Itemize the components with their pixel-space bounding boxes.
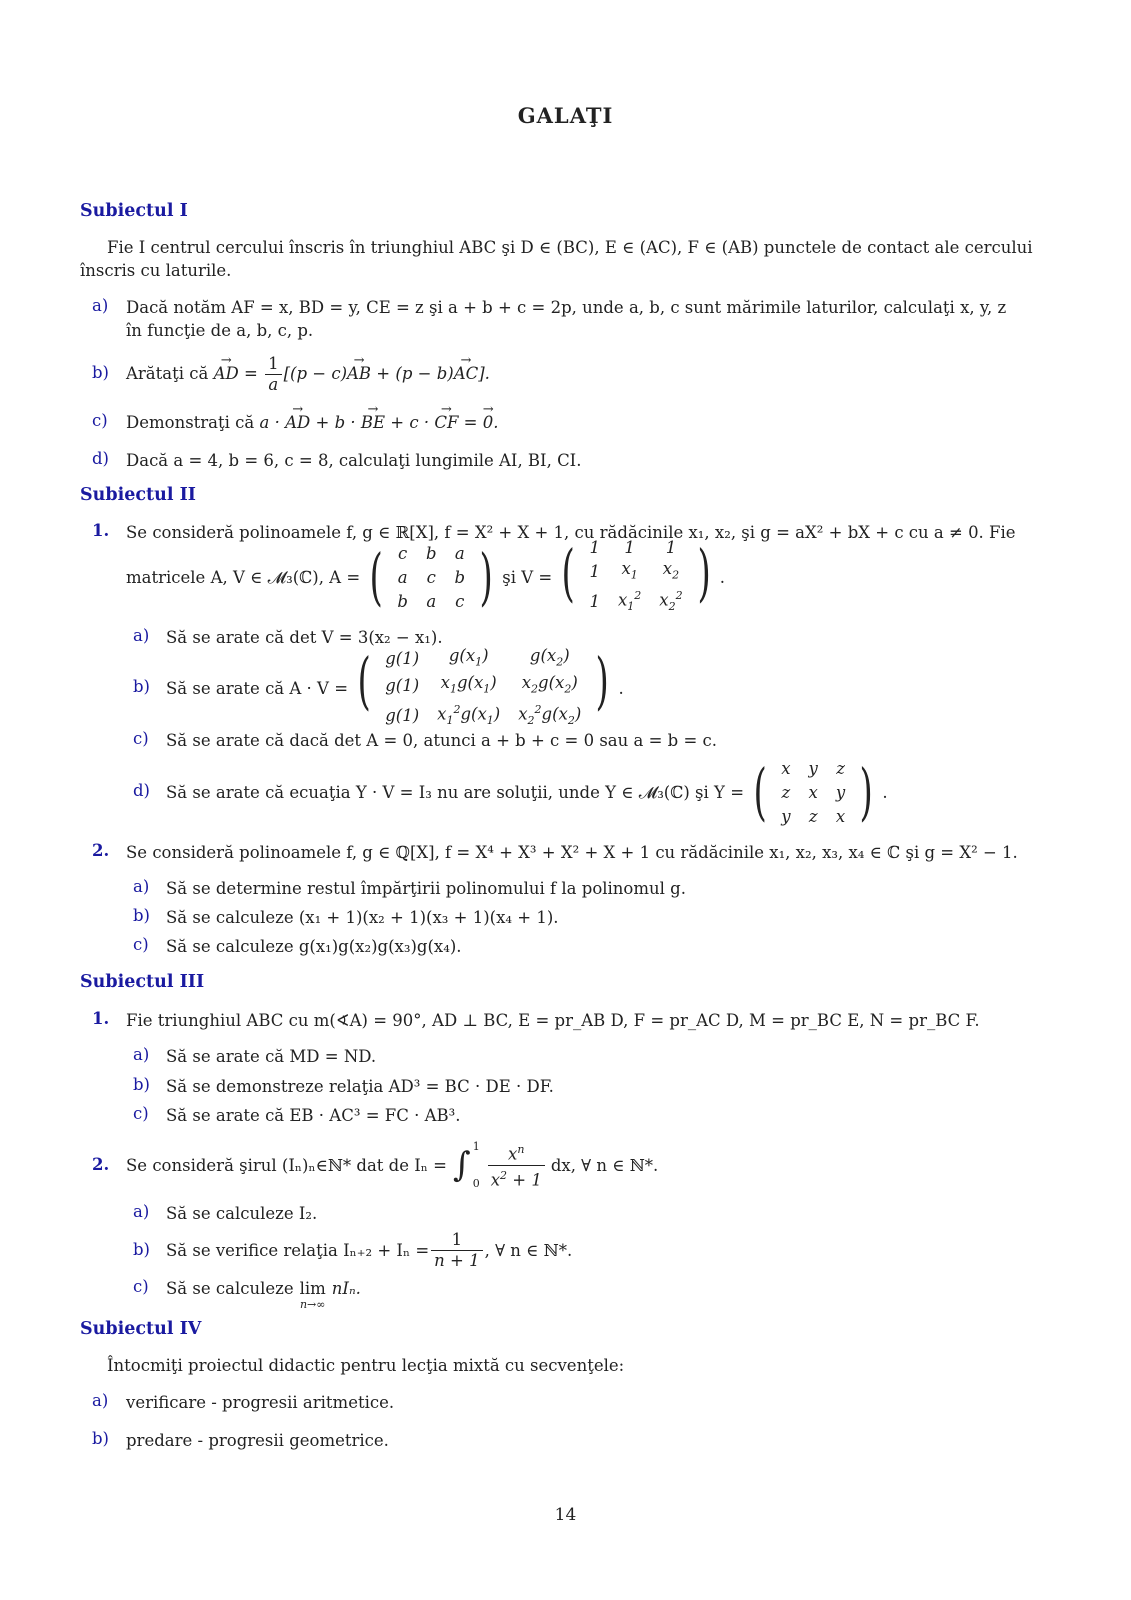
s2-b-text: Să se arate că A · V = <box>166 678 349 698</box>
fraction-1-over-a: $\frac{1}{a}$ <box>265 354 282 395</box>
s3-p2-text: Se consideră şirul (Iₙ)ₙ∈ℕ* dat de Iₙ = <box>126 1155 447 1175</box>
s3-a-label: a) <box>133 1045 150 1064</box>
matrix-Y: ( x y z z x y y z x ) <box>753 755 873 828</box>
section-heading-3: Subiectul III <box>80 972 205 992</box>
s1-c-lead: Demonstraţi că <box>126 413 255 432</box>
s2-b-label: b) <box>133 677 150 696</box>
s3-p2b-text: Să se verifice relaţia Iₙ₊₂ + Iₙ = <box>166 1240 430 1260</box>
s2-p2-text: Se consideră polinoamele f, g ∈ ℚ[X], f = X⁴ + X³ + X² + X + 1 cu rădăcinile x₁, x₂, x₃, x₄ ∈ ℂ şi g = X² − 1. <box>126 843 1018 862</box>
s2-matrices-lead: matricele A, V ∈ 𝓜₃(ℂ), A = <box>126 567 361 587</box>
page-title: GALAŢI <box>517 103 614 128</box>
s3-p2c-line <box>166 1277 361 1310</box>
s3-b-label: b) <box>133 1075 150 1094</box>
s1-b-text: Arătaţi că → AD = $\frac{1}{a}$ [(p − c)→ AB + (p − b)→ AC]. <box>126 351 490 397</box>
s1-d-text: Dacă a = 4, b = 6, c = 8, calculaţi lungimile AI, BI, CI. <box>126 451 582 470</box>
s1-a-label: a) <box>92 296 109 315</box>
s2-a-text: Să se arate că det V = 3(x₂ − x₁). <box>166 628 443 647</box>
s3-p2b-label: b) <box>133 1240 150 1259</box>
s3-p2-tail: dx, ∀ n ∈ ℕ*. <box>550 1155 659 1175</box>
s2-p2a-label: a) <box>133 877 150 896</box>
s3-a-text: Să se arate că MD = ND. <box>166 1047 377 1066</box>
fraction-xn-over-x2plus1: $\frac{x^n}{x^2 + 1}$ <box>488 1140 545 1190</box>
s3-b-text: Să se demonstreze relaţia AD³ = BC · DE · DF. <box>166 1077 554 1096</box>
s3-p2b-line <box>166 1224 572 1276</box>
s2-c-text: Să se arate că dacă det A = 0, atunci a + b + c = 0 sau a = b = c. <box>166 731 718 750</box>
s4-a-text: verificare - progresii aritmetice. <box>126 1393 395 1412</box>
s3-p2-number: 2. <box>92 1155 110 1174</box>
s3-p2c-text: Să se calculeze <box>166 1279 294 1298</box>
s2-a-label: a) <box>133 626 150 645</box>
fraction-1-over-nplus1: $\frac{1}{n + 1}$ <box>431 1230 482 1271</box>
s2-matrices-line: matricele A, V ∈ 𝓜₃(ℂ), A = ( c b a a c b b a c ) şi V = ( 1 1 1 1 $x_1$ $x_2$ 1 $x_1^2$ $x_2^2$ ) . <box>126 541 725 613</box>
integral-sign: ∫ <box>452 1144 471 1185</box>
matrix-A: ( c b a a c b b a c ) <box>369 540 493 613</box>
s2-and-V: şi V = <box>502 567 553 587</box>
matrix-V: ( 1 1 1 1 $x_1$ $x_2$ 1 $x_1^2$ $x_2^2$ ) <box>561 535 711 614</box>
integral-limits: 1 0 <box>472 1140 480 1190</box>
page-number: 14 <box>554 1505 577 1525</box>
s1-b-lead: Arătaţi că <box>126 364 209 383</box>
s4-b-text: predare - progresii geometrice. <box>126 1431 389 1450</box>
s3-p2c-label: c) <box>133 1277 149 1296</box>
s2-d-line: Să se arate că ecuaţia Y · V = I₃ nu are soluţii, unde Y ∈ 𝓜₃(ℂ) şi Y = ( x y z z x y y z x ) . <box>166 755 888 828</box>
s2-p1-number: 1. <box>92 521 110 540</box>
s2-d-text: Să se arate că ecuaţia Y · V = I₃ nu are soluţii, unde Y ∈ 𝓜₃(ℂ) şi Y = <box>166 782 745 802</box>
s3-p1-text: Fie triunghiul ABC cu m(∢A) = 90°, AD ⊥ BC, E = pr_AB D, F = pr_AC D, M = pr_BC E, N = pr_BC F. <box>126 1011 980 1030</box>
s2-p2c-label: c) <box>133 935 149 954</box>
s1-b-label: b) <box>92 363 109 382</box>
s3-p2a-label: a) <box>133 1202 150 1221</box>
s3-c-text: Să se arate că EB · AC³ = FC · AB³. <box>166 1106 461 1125</box>
s2-p1-line1: Se consideră polinoamele f, g ∈ ℝ[X], f = X² + X + 1, cu rădăcinile x₁, x₂, şi g = aX² + bX + c cu a ≠ 0. Fie <box>126 523 1016 542</box>
s4-a-label: a) <box>92 1391 109 1410</box>
s4-b-label: b) <box>92 1429 109 1448</box>
s1-c-label: c) <box>92 411 108 430</box>
s3-p2a-text: Să se calculeze I₂. <box>166 1204 318 1223</box>
s2-p2b-label: b) <box>133 906 150 925</box>
s1-a-line1: Dacă notăm AF = x, BD = y, CE = z şi a + b + c = 2p, unde a, b, c sunt mărimile laturilor, calculaţi x, y, z <box>126 298 1007 317</box>
s4-intro: Întocmiţi proiectul didactic pentru lecţia mixtă cu secvenţele: <box>107 1356 625 1375</box>
s3-p1-number: 1. <box>92 1009 110 1028</box>
s3-c-label: c) <box>133 1104 149 1123</box>
s1-c-text: Demonstraţi că a · → AD + b · → BE + c · → CF = → 0. <box>126 411 499 434</box>
s1-a-line2: în funcţie de a, b, c, p. <box>126 321 314 340</box>
s2-p2b-text: Să se calculeze (x₁ + 1)(x₂ + 1)(x₃ + 1)(x₄ + 1). <box>166 908 559 927</box>
s1-d-label: d) <box>92 449 109 468</box>
s3-p2-line <box>126 1135 658 1195</box>
s1-intro-line2: înscris cu laturile. <box>80 261 232 280</box>
s2-p2c-text: Să se calculeze g(x₁)g(x₂)g(x₃)g(x₄). <box>166 937 462 956</box>
s1-intro-line1: Fie I centrul cercului înscris în triunghiul ABC şi D ∈ (BC), E ∈ (AC), F ∈ (AB) punctele de contact ale cercului <box>107 238 1033 257</box>
section-heading-4: Subiectul IV <box>80 1319 202 1339</box>
section-heading-1: Subiectul I <box>80 201 188 221</box>
s3-p2b-tail: , ∀ n ∈ ℕ*. <box>484 1240 573 1260</box>
s2-p2a-text: Să se determine restul împărţirii polinomului f la polinomul g. <box>166 879 686 898</box>
limit-operator: lim n→∞ <box>299 1279 326 1311</box>
section-heading-2: Subiectul II <box>80 485 196 505</box>
s2-c-label: c) <box>133 729 149 748</box>
s2-b-line: Să se arate că A · V = ( g(1) $g(x_1)$ $g(x_2)$ g(1) $x_1g(x_1)$ $x_2g(x_2)$ g(1) $x_1^2g(x_1)$ $x_2^2g(x_2)$ ) . <box>166 652 624 724</box>
s2-p2-number: 2. <box>92 841 110 860</box>
s3-p2c-tail: nIₙ. <box>331 1279 361 1298</box>
matrix-AV: ( g(1) $g(x_1)$ $g(x_2)$ g(1) $x_1g(x_1)$ $x_2g(x_2)$ g(1) $x_1^2g(x_1)$ $x_2^2g(x_2)$ ) <box>357 643 610 728</box>
s2-d-label: d) <box>133 781 150 800</box>
